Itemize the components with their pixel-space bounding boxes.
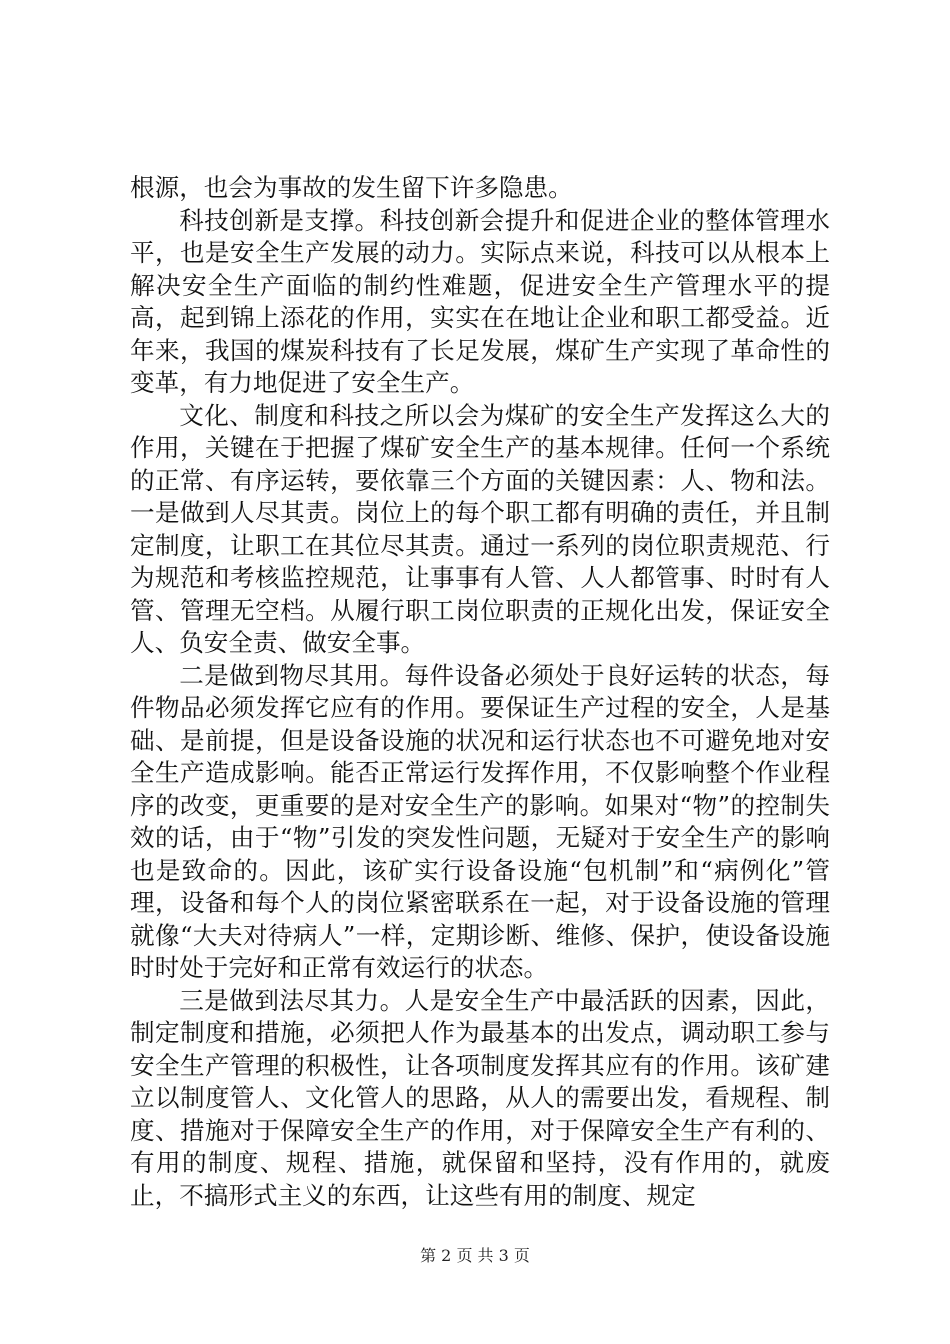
paragraph-2: 科技创新是支撑。科技创新会提升和促进企业的整体管理水平，也是安全生产发展的动力。实际点来说，科技可以从根本上解决安全生产面临的制约性难题，促进安全生产管理水平的提高，起到锦上添花的作用，实实在在地让企业和职工都受益。近年来，我国的煤炭科技有了长足发展，煤矿生产实现了革命性的变革，有力地促进了安全生产。 [130,205,830,397]
body-text [130,172,830,1212]
paragraph-3: 文化、制度和科技之所以会为煤矿的安全生产发挥这么大的作用，关键在于把握了煤矿安全生产的基本规律。任何一个系统的正常、有序运转，要依靠三个方面的关键因素：人、物和法。一是做到人尽其责。岗位上的每个职工都有明确的责任，并且制定制度，让职工在其位尽其责。通过一系列的岗位职责规范、行为规范和考核监控规范，让事事有人管、人人都管事、时时有人管、管理无空档。从履行职工岗位职责的正规化出发，保证安全人、负安全责、做安全事。 [130,400,830,657]
paragraph-4: 二是做到物尽其用。每件设备必须处于良好运转的状态，每件物品必须发挥它应有的作用。要保证生产过程的安全，人是基础、是前提，但是设备设施的状况和运行状态也不可避免地对安全生产造成影响。能否正常运行发挥作用，不仅影响整个作业程序的改变，更重要的是对安全生产的影响。如果对“物”的控制失效的话，由于“物”引发的突发性问题，无疑对于安全生产的影响也是致命的。因此，该矿实行设备设施“包机制”和“病例化”管理，设备和每个人的岗位紧密联系在一起，对于设备设施的管理就像“大夫对待病人”一样，定期诊断、维修、保护，使设备设施时时处于完好和正常有效运行的状态。 [130,660,830,982]
paragraph-1: 根源，也会为事故的发生留下许多隐患。 [130,173,573,202]
page-footer: 第 2 页 共 3 页 [420,1246,530,1265]
paragraph-5: 三是做到法尽其力。人是安全生产中最活跃的因素，因此，制定制度和措施，必须把人作为最基本的出发点，调动职工参与安全生产管理的积极性，让各项制度发挥其应有的作用。该矿建立以制度管人、文化管人的思路，从人的需要出发，看规程、制度、措施对于保障安全生产的作用，对于保障安全生产有利的、有用的制度、规程、措施，就保留和坚持，没有作用的，就废止，不搞形式主义的东西，让这些有用的制度、规定 [130,985,830,1210]
